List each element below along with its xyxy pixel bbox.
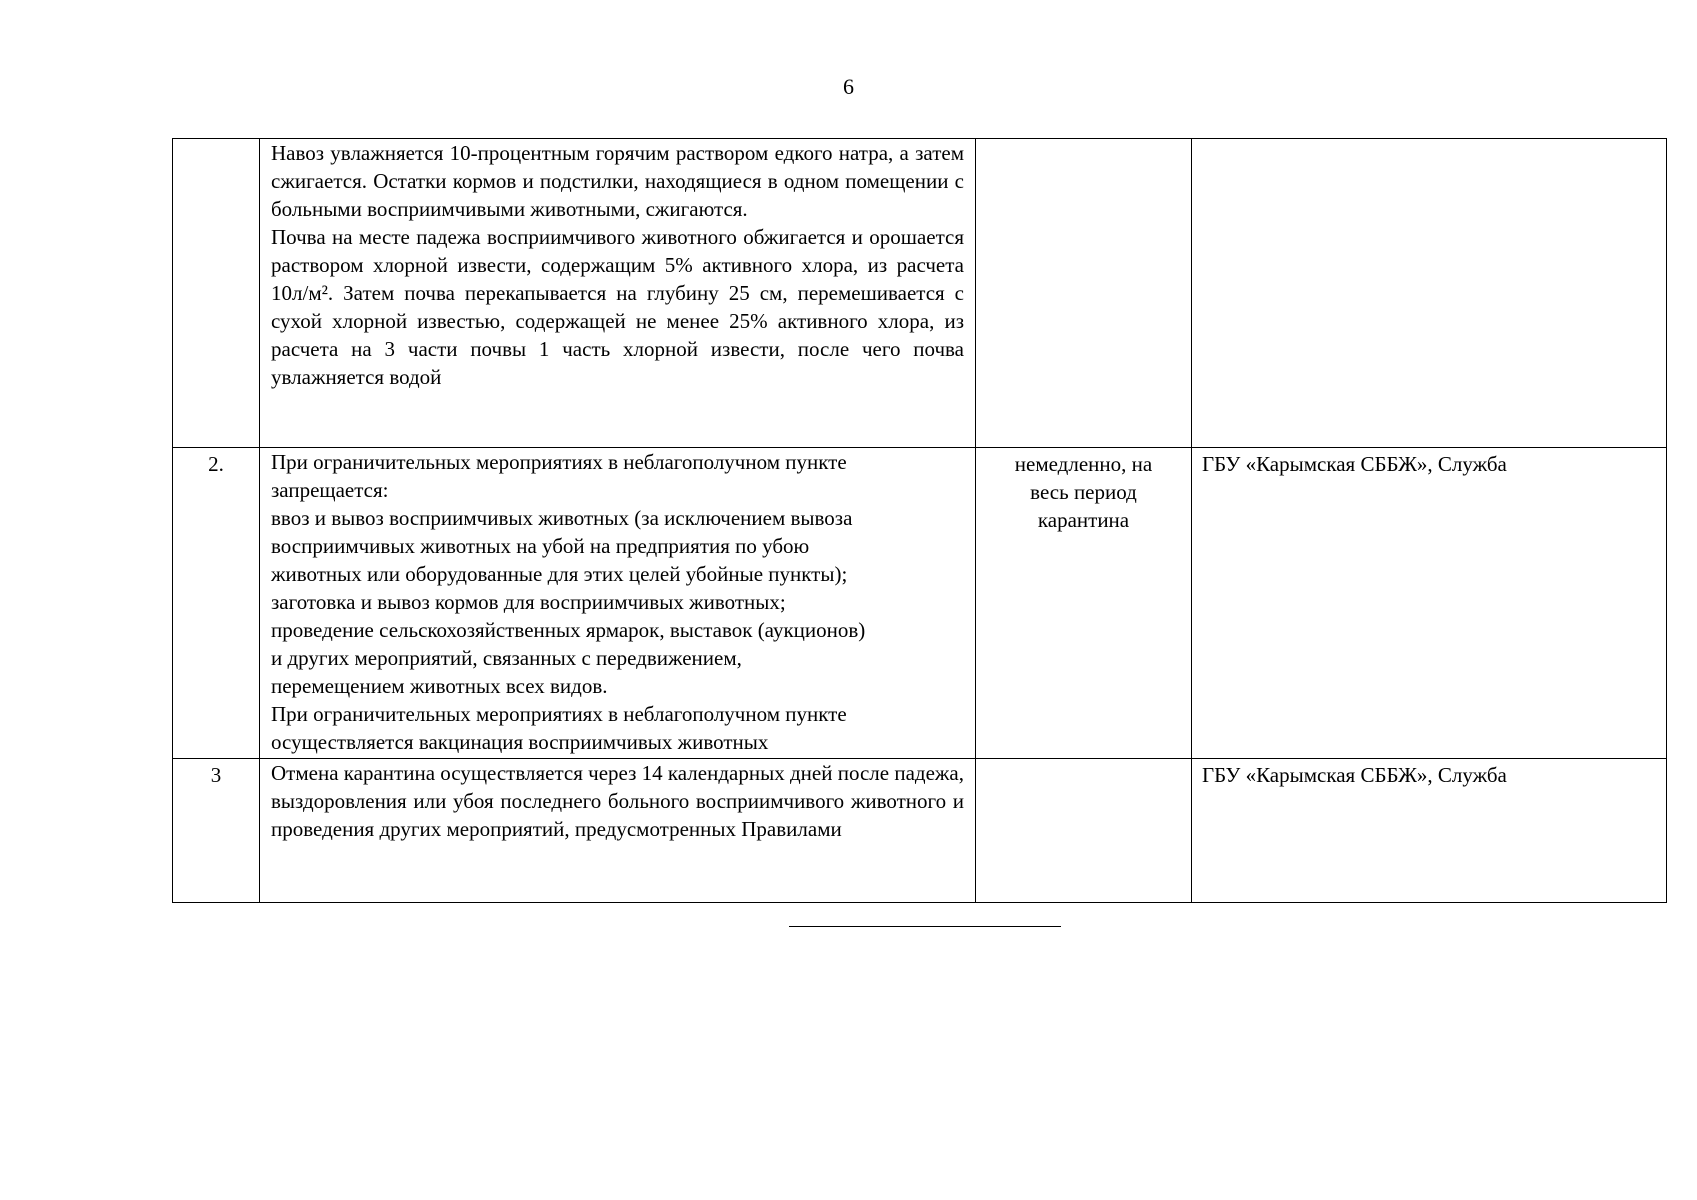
row-number-cell: 3 [173, 759, 260, 903]
page-number: 6 [843, 74, 854, 99]
term-line: карантина [1037, 508, 1130, 532]
measure-line: При ограничительных мероприятиях в неблагополучном пункте [271, 702, 847, 726]
measure-paragraph: Навоз увлажняется 10-процентным горячим раствором едкого натра, а затем сжигается. Остатки кормов и подстилки, находящиеся в одном помещении с больными восприимчивыми животными, сжигаются. [271, 141, 964, 221]
measure-line: При ограничительных мероприятиях в неблагополучном пункте [271, 450, 847, 474]
row-number-cell [173, 139, 260, 448]
term-line: весь период [1030, 480, 1137, 504]
measure-line: проведение сельскохозяйственных ярмарок, выставок (аукционов) [271, 618, 866, 642]
row-number-cell: 2. [173, 448, 260, 759]
responsible-cell: ГБУ «Карымская СББЖ», Служба [1192, 448, 1667, 759]
end-of-document-line [789, 926, 1061, 927]
measure-line: перемещением животных всех видов. [271, 674, 608, 698]
table-row [173, 448, 1667, 759]
measures-table [172, 138, 1667, 903]
term-cell [976, 448, 1192, 759]
measure-line: запрещается: [271, 478, 389, 502]
responsible-cell: ГБУ «Карымская СББЖ», Служба [1192, 759, 1667, 903]
measure-paragraph: Почва на месте падежа восприимчивого животного обжигается и орошается раствором хлорной извести, содержащим 5% активного хлора, из расчета 10л/м². Затем почва перекапывается на глубину 25 см, перемешивается с сухой хлорной известью, содержащей не менее 25% активного хлора, из расчета на 3 части почвы 1 часть хлорной извести, после чего почва увлажняется водой [271, 225, 964, 389]
measure-line: и других мероприятий, связанных с передвижением, [271, 646, 742, 670]
measure-line: животных или оборудованные для этих целей убойные пункты); [271, 562, 848, 586]
measure-line: восприимчивых животных на убой на предприятия по убою [271, 534, 810, 558]
table-row [173, 139, 1667, 448]
measure-text-cell [260, 448, 976, 759]
table-row [173, 759, 1667, 903]
measure-line: ввоз и вывоз восприимчивых животных (за исключением вывоза [271, 506, 853, 530]
measure-paragraph: Отмена карантина осуществляется через 14 календарных дней после падежа, выздоровления или убоя последнего больного восприимчивого животного и проведения других мероприятий, предусмотренных Правилами [271, 761, 964, 841]
measure-text-cell [260, 139, 976, 448]
responsible-cell [1192, 139, 1667, 448]
term-line: немедленно, на [1014, 452, 1153, 476]
term-cell [976, 759, 1192, 903]
measure-line: осуществляется вакцинация восприимчивых животных [271, 730, 769, 754]
measure-line: заготовка и вывоз кормов для восприимчивых животных; [271, 590, 786, 614]
measure-text-cell [260, 759, 976, 903]
term-cell [976, 139, 1192, 448]
